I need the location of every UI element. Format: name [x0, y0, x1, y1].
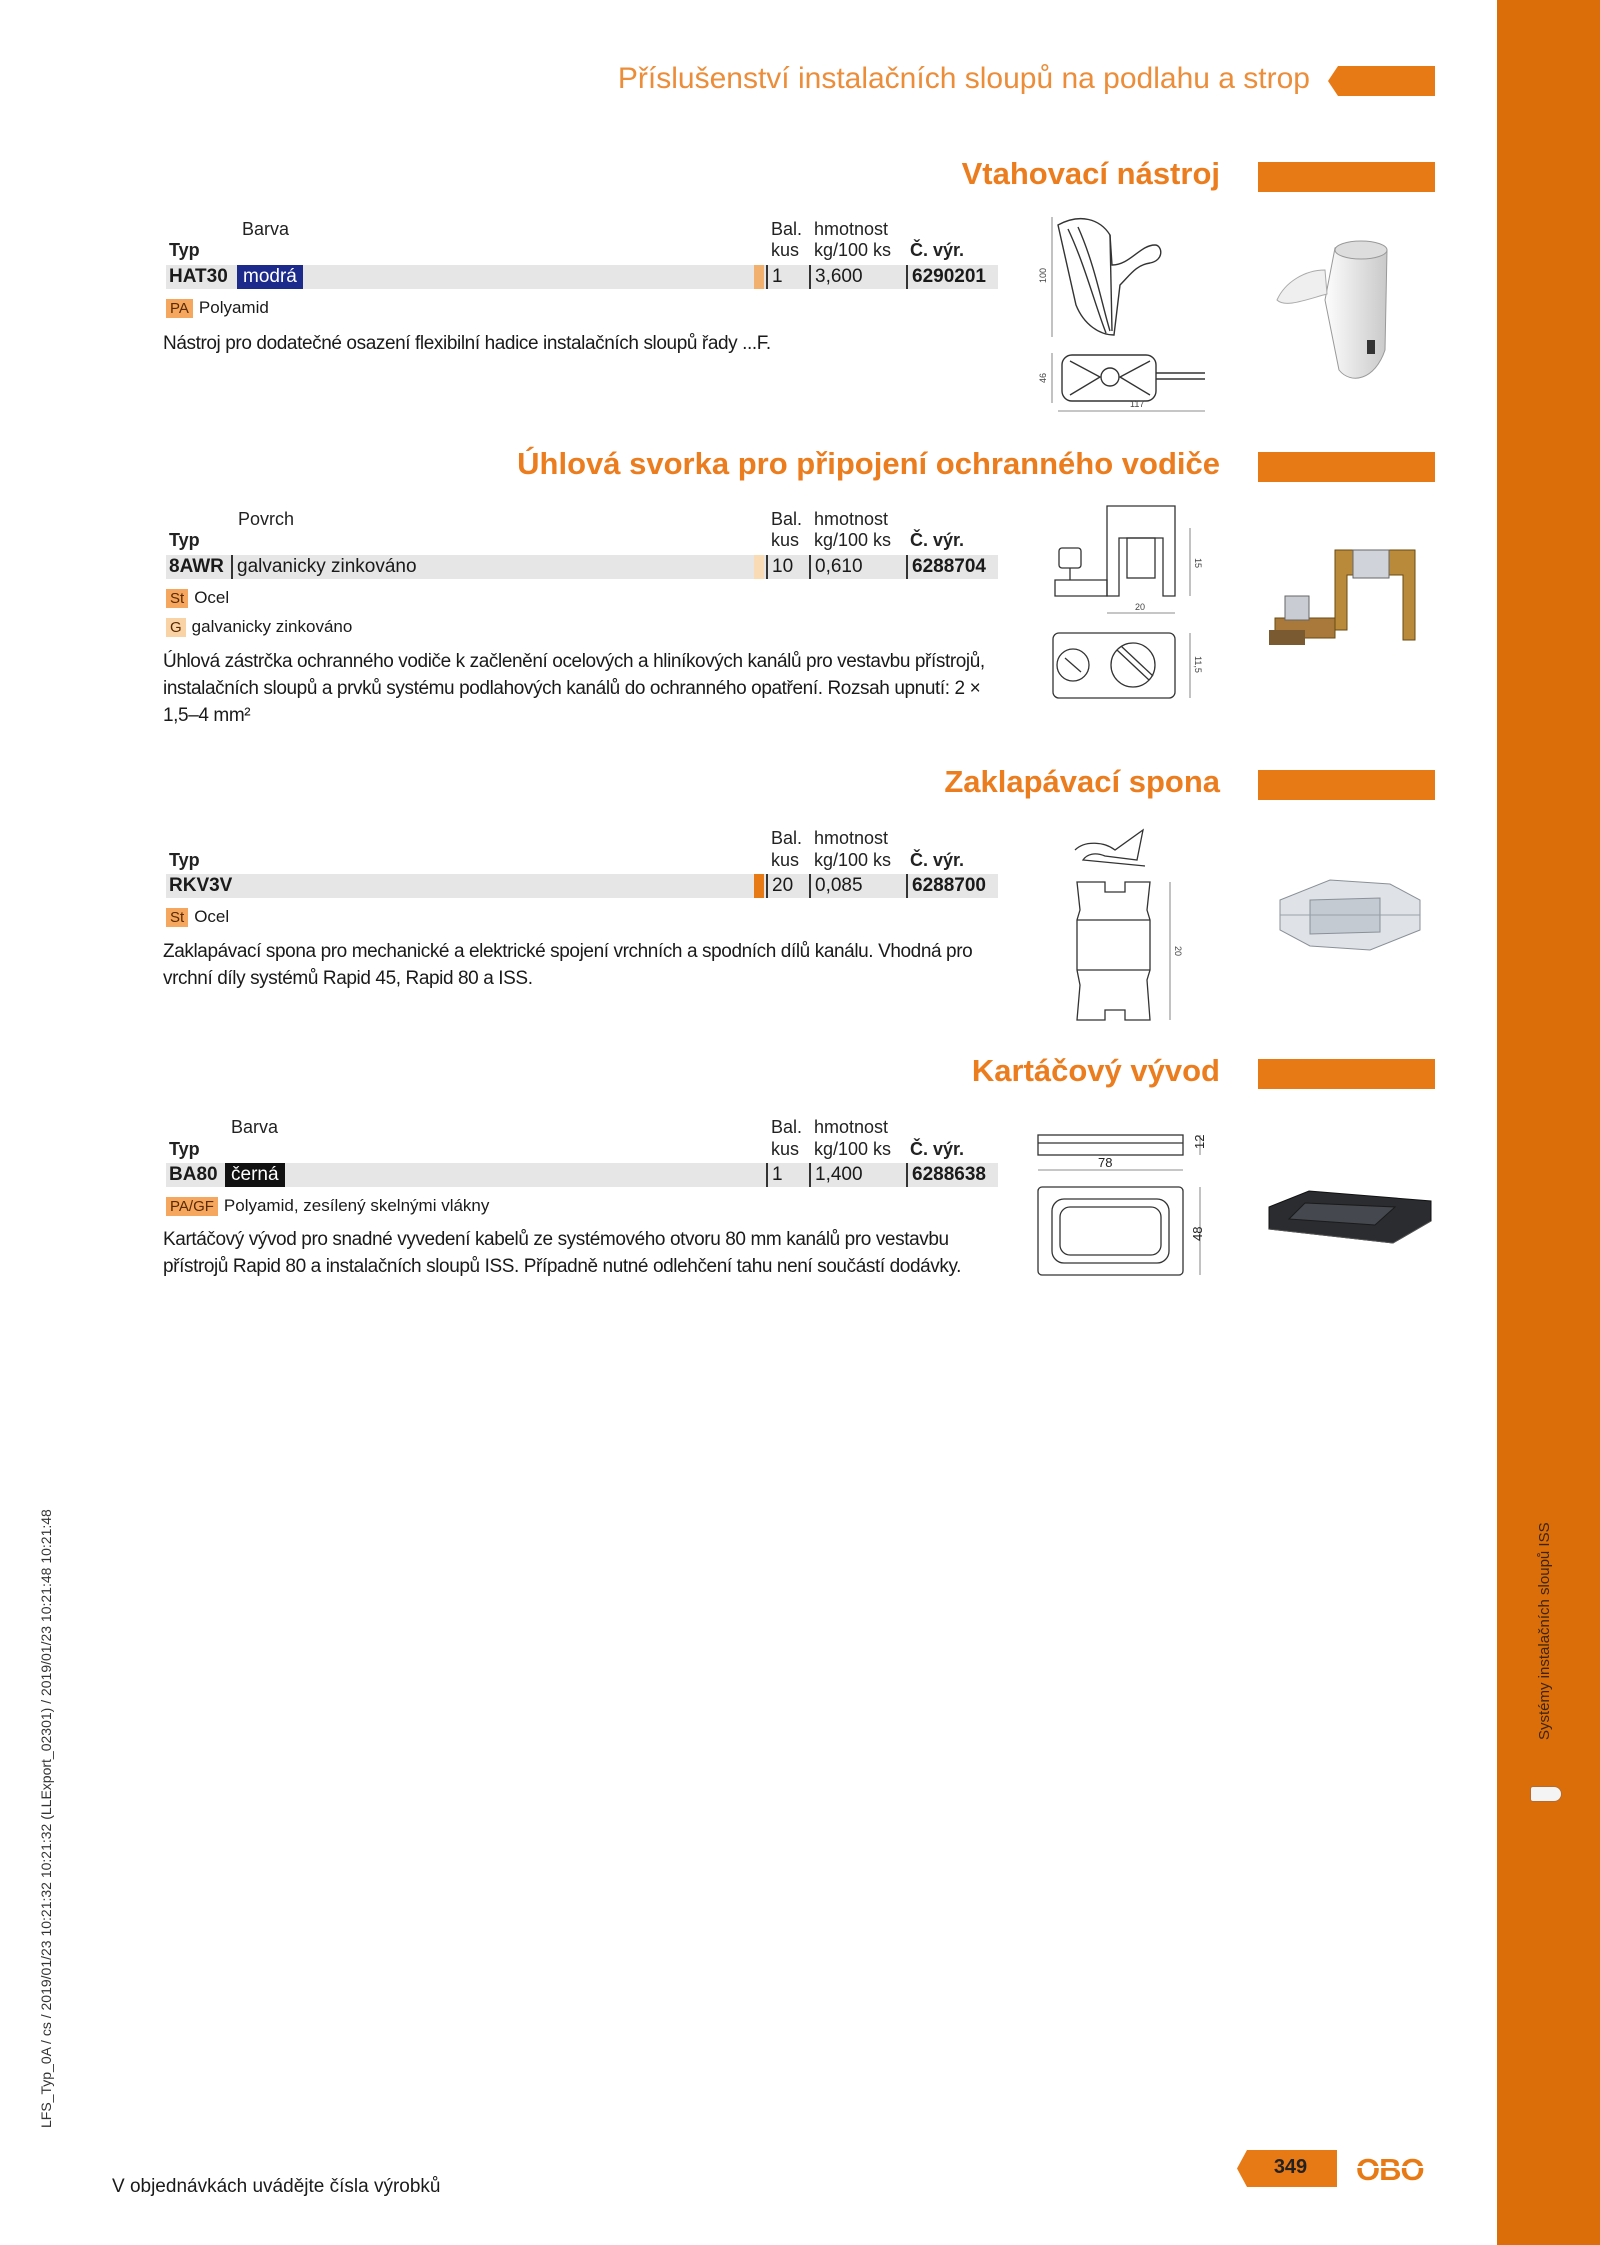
- pack-qty: 1: [766, 265, 783, 289]
- page-header-title: Příslušenství instalačních sloupů na podlahu a strop: [617, 62, 1310, 95]
- table-row: [166, 555, 998, 579]
- header-tab-marker: [1328, 66, 1435, 96]
- col-header-type: Typ: [169, 240, 200, 260]
- material-code: G: [166, 618, 186, 637]
- page-number: 349: [1273, 2156, 1308, 2178]
- product-description: Úhlová zástrčka ochranného vodiče k začlenění ocelových a hliníkových kanálů pro vestavbu přístrojů, instalačních sloupů a prvků systému podlahových kanálů do ochranného opatření. Rozsah upnutí: 2 × 1,5–4 mm²: [163, 651, 985, 726]
- row-marker: [754, 555, 764, 579]
- col-header-weight: hmotnost: [814, 509, 889, 529]
- col-header-bal: Bal.: [771, 509, 803, 529]
- dim-height: 100: [1038, 267, 1048, 283]
- color-value: černá: [225, 1163, 285, 1187]
- dim-depth: 48: [1190, 1226, 1205, 1241]
- material-text: galvanicky zinkováno: [191, 617, 353, 636]
- dim-width: 20: [1135, 602, 1146, 612]
- col-header-bal: Bal.: [771, 219, 803, 239]
- material-line: [166, 1196, 489, 1216]
- dim-height: 12: [1192, 1134, 1207, 1149]
- material-code: St: [166, 908, 188, 927]
- technical-drawing: [1045, 498, 1220, 718]
- col-header-surface: Povrch: [238, 509, 295, 529]
- pack-qty: 20: [766, 874, 793, 898]
- col-header-type: Typ: [169, 850, 200, 870]
- svg-text:OBO: OBO: [1356, 2152, 1424, 2187]
- column-icon: [1530, 1786, 1562, 1802]
- type-code: BA80: [169, 1164, 218, 1185]
- material-text: Polyamid, zesílený skelnými vlákny: [223, 1196, 490, 1215]
- article-number: 6288700: [906, 874, 986, 898]
- col-header-kg: kg/100 ks: [814, 1139, 892, 1159]
- footer-note: V objednávkách uvádějte čísla výrobků: [112, 2176, 441, 2197]
- article-number: 6290201: [906, 265, 986, 289]
- dim-depth: 11,5: [1193, 656, 1203, 673]
- col-header-kg: kg/100 ks: [814, 850, 892, 870]
- col-header-kus: kus: [771, 850, 800, 870]
- col-header-article: Č. výr.: [910, 240, 965, 260]
- weight-value: 0,610: [809, 555, 863, 579]
- col-header-kg: kg/100 ks: [814, 530, 892, 550]
- product-description: Nástroj pro dodatečné osazení flexibilní hadice instalačních sloupů řady ...F.: [163, 333, 771, 354]
- col-header-kg: kg/100 ks: [814, 240, 892, 260]
- dim-height: 15: [1193, 558, 1203, 569]
- product-title: Úhlová svorka pro připojení ochranného vodiče: [517, 446, 1220, 481]
- section-bar: [1258, 452, 1435, 482]
- col-header-type: Typ: [169, 530, 200, 550]
- color-value: modrá: [237, 265, 303, 289]
- material-line: [166, 298, 269, 318]
- material-text: Ocel: [194, 907, 230, 926]
- type-code: 8AWR: [169, 556, 224, 577]
- row-marker: [754, 874, 764, 898]
- col-header-article: Č. výr.: [910, 1139, 965, 1159]
- article-number: 6288638: [906, 1163, 986, 1187]
- col-header-article: Č. výr.: [910, 850, 965, 870]
- surface-value: galvanicky zinkováno: [231, 555, 417, 579]
- material-code: St: [166, 589, 188, 608]
- product-description: Zaklapávací spona pro mechanické a elektrické spojení vrchních a spodních dílů kanálu. Vhodná pro vrchní díly systémů Rapid 45, Rapid 80 a ISS.: [163, 941, 973, 989]
- pack-qty: 1: [766, 1163, 783, 1187]
- col-header-weight: hmotnost: [814, 1117, 889, 1137]
- dim-width: 117: [1130, 399, 1145, 409]
- table-row: [166, 265, 998, 289]
- product-title: Zaklapávací spona: [944, 764, 1220, 799]
- pack-qty: 10: [766, 555, 793, 579]
- type-code: RKV3V: [169, 875, 233, 896]
- article-number: 6288704: [906, 555, 986, 579]
- material-code: PA/GF: [166, 1197, 218, 1216]
- col-header-color: Barva: [231, 1117, 279, 1137]
- col-header-kus: kus: [771, 240, 800, 260]
- material-text: Ocel: [194, 588, 230, 607]
- type-code: HAT30: [169, 266, 228, 287]
- technical-drawing: [1065, 820, 1195, 1030]
- obo-logo: [1356, 2152, 1436, 2186]
- weight-value: 3,600: [809, 265, 863, 289]
- col-header-bal: Bal.: [771, 1117, 803, 1137]
- product-photo: [1265, 530, 1435, 670]
- col-header-weight: hmotnost: [814, 219, 889, 239]
- product-photo: [1265, 230, 1425, 390]
- col-header-color: Barva: [242, 219, 290, 239]
- material-line: [166, 588, 229, 608]
- side-color-bar: [1497, 0, 1600, 2245]
- dim-depth: 46: [1038, 372, 1048, 383]
- table-row: [166, 874, 998, 898]
- product-title: Vtahovací nástroj: [961, 156, 1220, 191]
- product-title: Kartáčový vývod: [971, 1053, 1220, 1088]
- product-photo: [1270, 870, 1430, 960]
- col-header-article: Č. výr.: [910, 530, 965, 550]
- product-photo: [1265, 1185, 1435, 1255]
- technical-drawing: [1040, 205, 1220, 415]
- product-description: Kartáčový vývod pro snadné vyvedení kabelů ze systémového otvoru 80 mm kanálů pro vestavbu přístrojů Rapid 80 a instalačních sloupů ISS. Případně nutné odlehčení tahu není součástí dodávky.: [163, 1229, 962, 1277]
- material-line: [166, 617, 352, 637]
- technical-drawing: [1030, 1125, 1225, 1290]
- col-header-bal: Bal.: [771, 828, 803, 848]
- material-text: Polyamid: [198, 298, 269, 317]
- col-header-kus: kus: [771, 530, 800, 550]
- col-header-weight: hmotnost: [814, 828, 889, 848]
- col-header-kus: kus: [771, 1139, 800, 1159]
- weight-value: 0,085: [809, 874, 863, 898]
- weight-value: 1,400: [809, 1163, 863, 1187]
- section-bar: [1258, 770, 1435, 800]
- dim-height: 20: [1173, 946, 1183, 957]
- col-header-type: Typ: [169, 1139, 200, 1159]
- material-code: PA: [166, 299, 193, 318]
- section-bar: [1258, 1059, 1435, 1089]
- section-bar: [1258, 162, 1435, 192]
- table-row: [166, 1163, 998, 1187]
- row-marker: [754, 265, 764, 289]
- material-line: [166, 907, 229, 927]
- dim-width: 78: [1098, 1155, 1113, 1170]
